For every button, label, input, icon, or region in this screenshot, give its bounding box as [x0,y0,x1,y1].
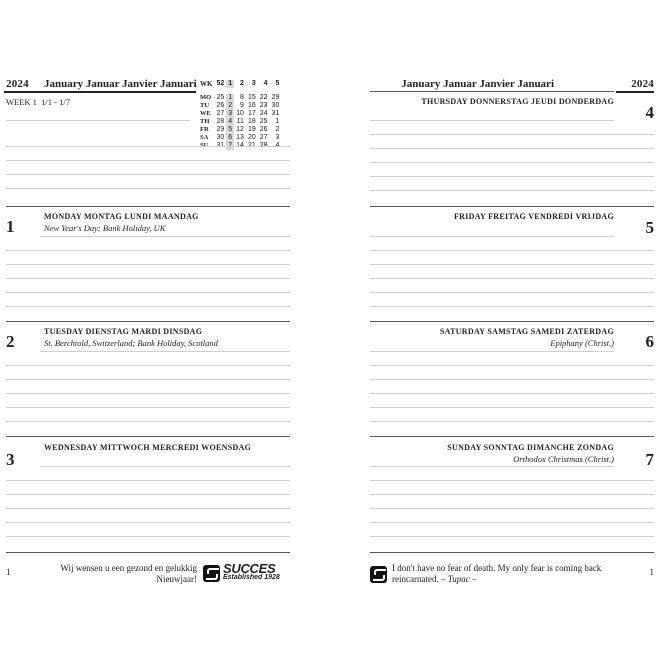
day-names: FRIDAY FREITAG VENDREDI VRIJDAG [453,212,614,221]
day-note: Epiphany (Christ.) [550,338,614,348]
day-number: 7 [645,450,654,469]
note-line [370,536,654,537]
right-year: 2024 [631,78,654,90]
note-line [370,522,654,523]
weekday-label: MO [200,94,212,101]
right-month-title: January Januar Janvier Januari [401,78,554,90]
day-note: Orthodox Christmas (Christ.) [513,454,614,464]
note-line [370,480,654,481]
logo-name: SUCCES [223,561,276,576]
day-names: SATURDAY SAMSTAG SAMEDI ZATERDAG [439,327,614,336]
page-bottom-rule [6,552,290,553]
calendar-date: 2 [228,102,233,109]
day-names: THURSDAY DONNERSTAG JEUDI DONDERDAG [421,97,614,106]
logo-sub: Established 1928 [223,574,280,581]
calendar-date: 8 [240,94,244,101]
page-bottom-rule [370,552,654,553]
calendar-date: 3 [228,110,233,117]
day-note: St. Berchtold, Switzerland; Bank Holiday, Scotland [44,338,218,348]
calendar-date: 26 [216,102,225,109]
calendar-date: 5 [228,126,233,133]
note-line [6,536,290,537]
day-number: 6 [645,332,654,351]
weekday-label: FR [200,126,209,133]
note-line [6,188,290,189]
note-line [370,250,654,251]
calendar-date: 6 [228,134,233,141]
note-line [370,365,654,366]
note-line [370,508,654,509]
note-line [6,494,290,495]
day-divider [370,321,654,322]
note-line [6,120,190,121]
calendar-date: 2 [275,126,280,133]
day-divider [370,436,654,437]
note-line [370,264,654,265]
note-line [370,120,614,121]
calendar-date: 13 [236,134,244,141]
day-names: TUESDAY DIENSTAG MARDI DINSDAG [44,327,203,336]
calendar-date: 3 [275,134,280,141]
note-line [6,264,290,265]
left-year: 2024 [6,78,29,90]
calendar-date: 25 [216,94,225,101]
note-line [370,351,614,352]
left-page [0,0,300,660]
calendar-date: 29 [271,94,280,101]
note-line [6,278,290,279]
note-line [6,480,290,481]
page-number: 1 [6,567,11,577]
calendar-date: 25 [259,118,268,125]
succes-logo [370,566,387,583]
note-line [6,365,290,366]
note-line [370,236,614,237]
note-line [40,466,290,467]
calendar-date: 26 [259,126,268,133]
left-header-rule [4,91,196,93]
day-note: New Year's Day; Bank Holiday, UK [44,223,166,233]
note-line [40,351,290,352]
mini-calendar-row [198,134,281,142]
calendar-date: 12 [236,126,244,133]
succes-logo [203,561,280,582]
note-line [6,292,290,293]
note-line [6,160,290,161]
day-divider [370,91,614,92]
mini-calendar-row [198,110,281,118]
calendar-date: 15 [247,94,256,101]
calendar-date: 31 [271,110,280,117]
note-line [370,278,654,279]
calendar-date: 19 [247,126,256,133]
week-range: 1/1 - 1/7 [41,97,70,107]
note-line [6,522,290,523]
note-line [370,148,654,149]
day-divider [370,206,654,207]
note-line [370,292,654,293]
mini-calendar-row [198,126,281,134]
day-number: 2 [6,332,15,351]
weekday-label: WE [200,110,211,117]
day-divider [6,436,290,437]
calendar-date: 11 [236,118,244,125]
left-month-title: January Januar Janvier Januari [44,78,197,90]
day-divider [6,321,290,322]
calendar-date: 27 [259,134,268,141]
note-line [370,393,654,394]
footer-message: Wij wensen u een gezond en gelukkig Nieuwjaar! [60,563,197,584]
succes-logo-icon [370,566,387,583]
note-line [6,379,290,380]
weekday-label: TU [200,102,210,109]
note-line [370,421,654,422]
right-header-rule [616,91,654,93]
calendar-date: 29 [216,126,225,133]
mini-calendar [198,80,281,150]
weekday-label: TH [200,118,210,125]
calendar-date: 24 [259,110,268,117]
calendar-date: 30 [216,134,225,141]
calendar-date: 30 [271,102,280,109]
calendar-date: 22 [259,94,268,101]
right-page [360,0,660,660]
note-line [6,146,290,147]
note-line [370,306,654,307]
note-line [370,466,614,467]
note-line [370,379,654,380]
mini-calendar-header: WK 52 1 2 3 4 5 [200,80,280,88]
note-line [370,176,654,177]
mini-calendar-row [198,94,281,102]
calendar-date: 4 [228,118,233,125]
note-line [6,393,290,394]
calendar-date: 1 [228,94,233,101]
calendar-date: 1 [275,118,280,125]
note-line [6,250,290,251]
note-line [6,421,290,422]
day-names: MONDAY MONTAG LUNDI MAANDAG [44,212,199,221]
calendar-date: 16 [247,102,256,109]
quote-author: Tupac [447,574,470,584]
mini-calendar-row [198,118,281,126]
mini-calendar-rows [198,94,281,150]
calendar-date: 9 [240,102,244,109]
calendar-date: 17 [247,110,256,117]
note-line [370,134,654,135]
calendar-date: 23 [259,102,268,109]
note-line [6,508,290,509]
note-line [6,306,290,307]
calendar-date: 20 [247,134,256,141]
note-line [370,494,654,495]
day-number: 3 [6,450,15,469]
day-number: 4 [645,103,654,122]
day-names: SUNDAY SONNTAG DIMANCHE ZONDAG [447,443,614,452]
mini-calendar-row [198,102,281,110]
day-names: WEDNESDAY MITTWOCH MERCREDI WOENSDAG [44,443,252,452]
weekday-label: SA [200,134,209,141]
calendar-date: 27 [216,110,225,117]
note-line [370,407,654,408]
note-line [6,174,290,175]
note-line [370,162,654,163]
page-number: 1 [649,567,654,577]
note-line [370,190,654,191]
calendar-date: 10 [236,110,244,117]
day-number: 1 [6,217,15,236]
note-line [6,407,290,408]
calendar-date: 18 [247,118,256,125]
calendar-date: 28 [216,118,225,125]
succes-logo-icon [203,565,220,582]
week-label: WEEK 1 1/1 - 1/7 [6,97,70,107]
day-divider [6,206,290,207]
day-number: 5 [645,218,654,237]
note-line [40,236,290,237]
quote: I don't have no fear of death. My only fear is coming back reincarnated. – Tupac – [392,563,602,584]
